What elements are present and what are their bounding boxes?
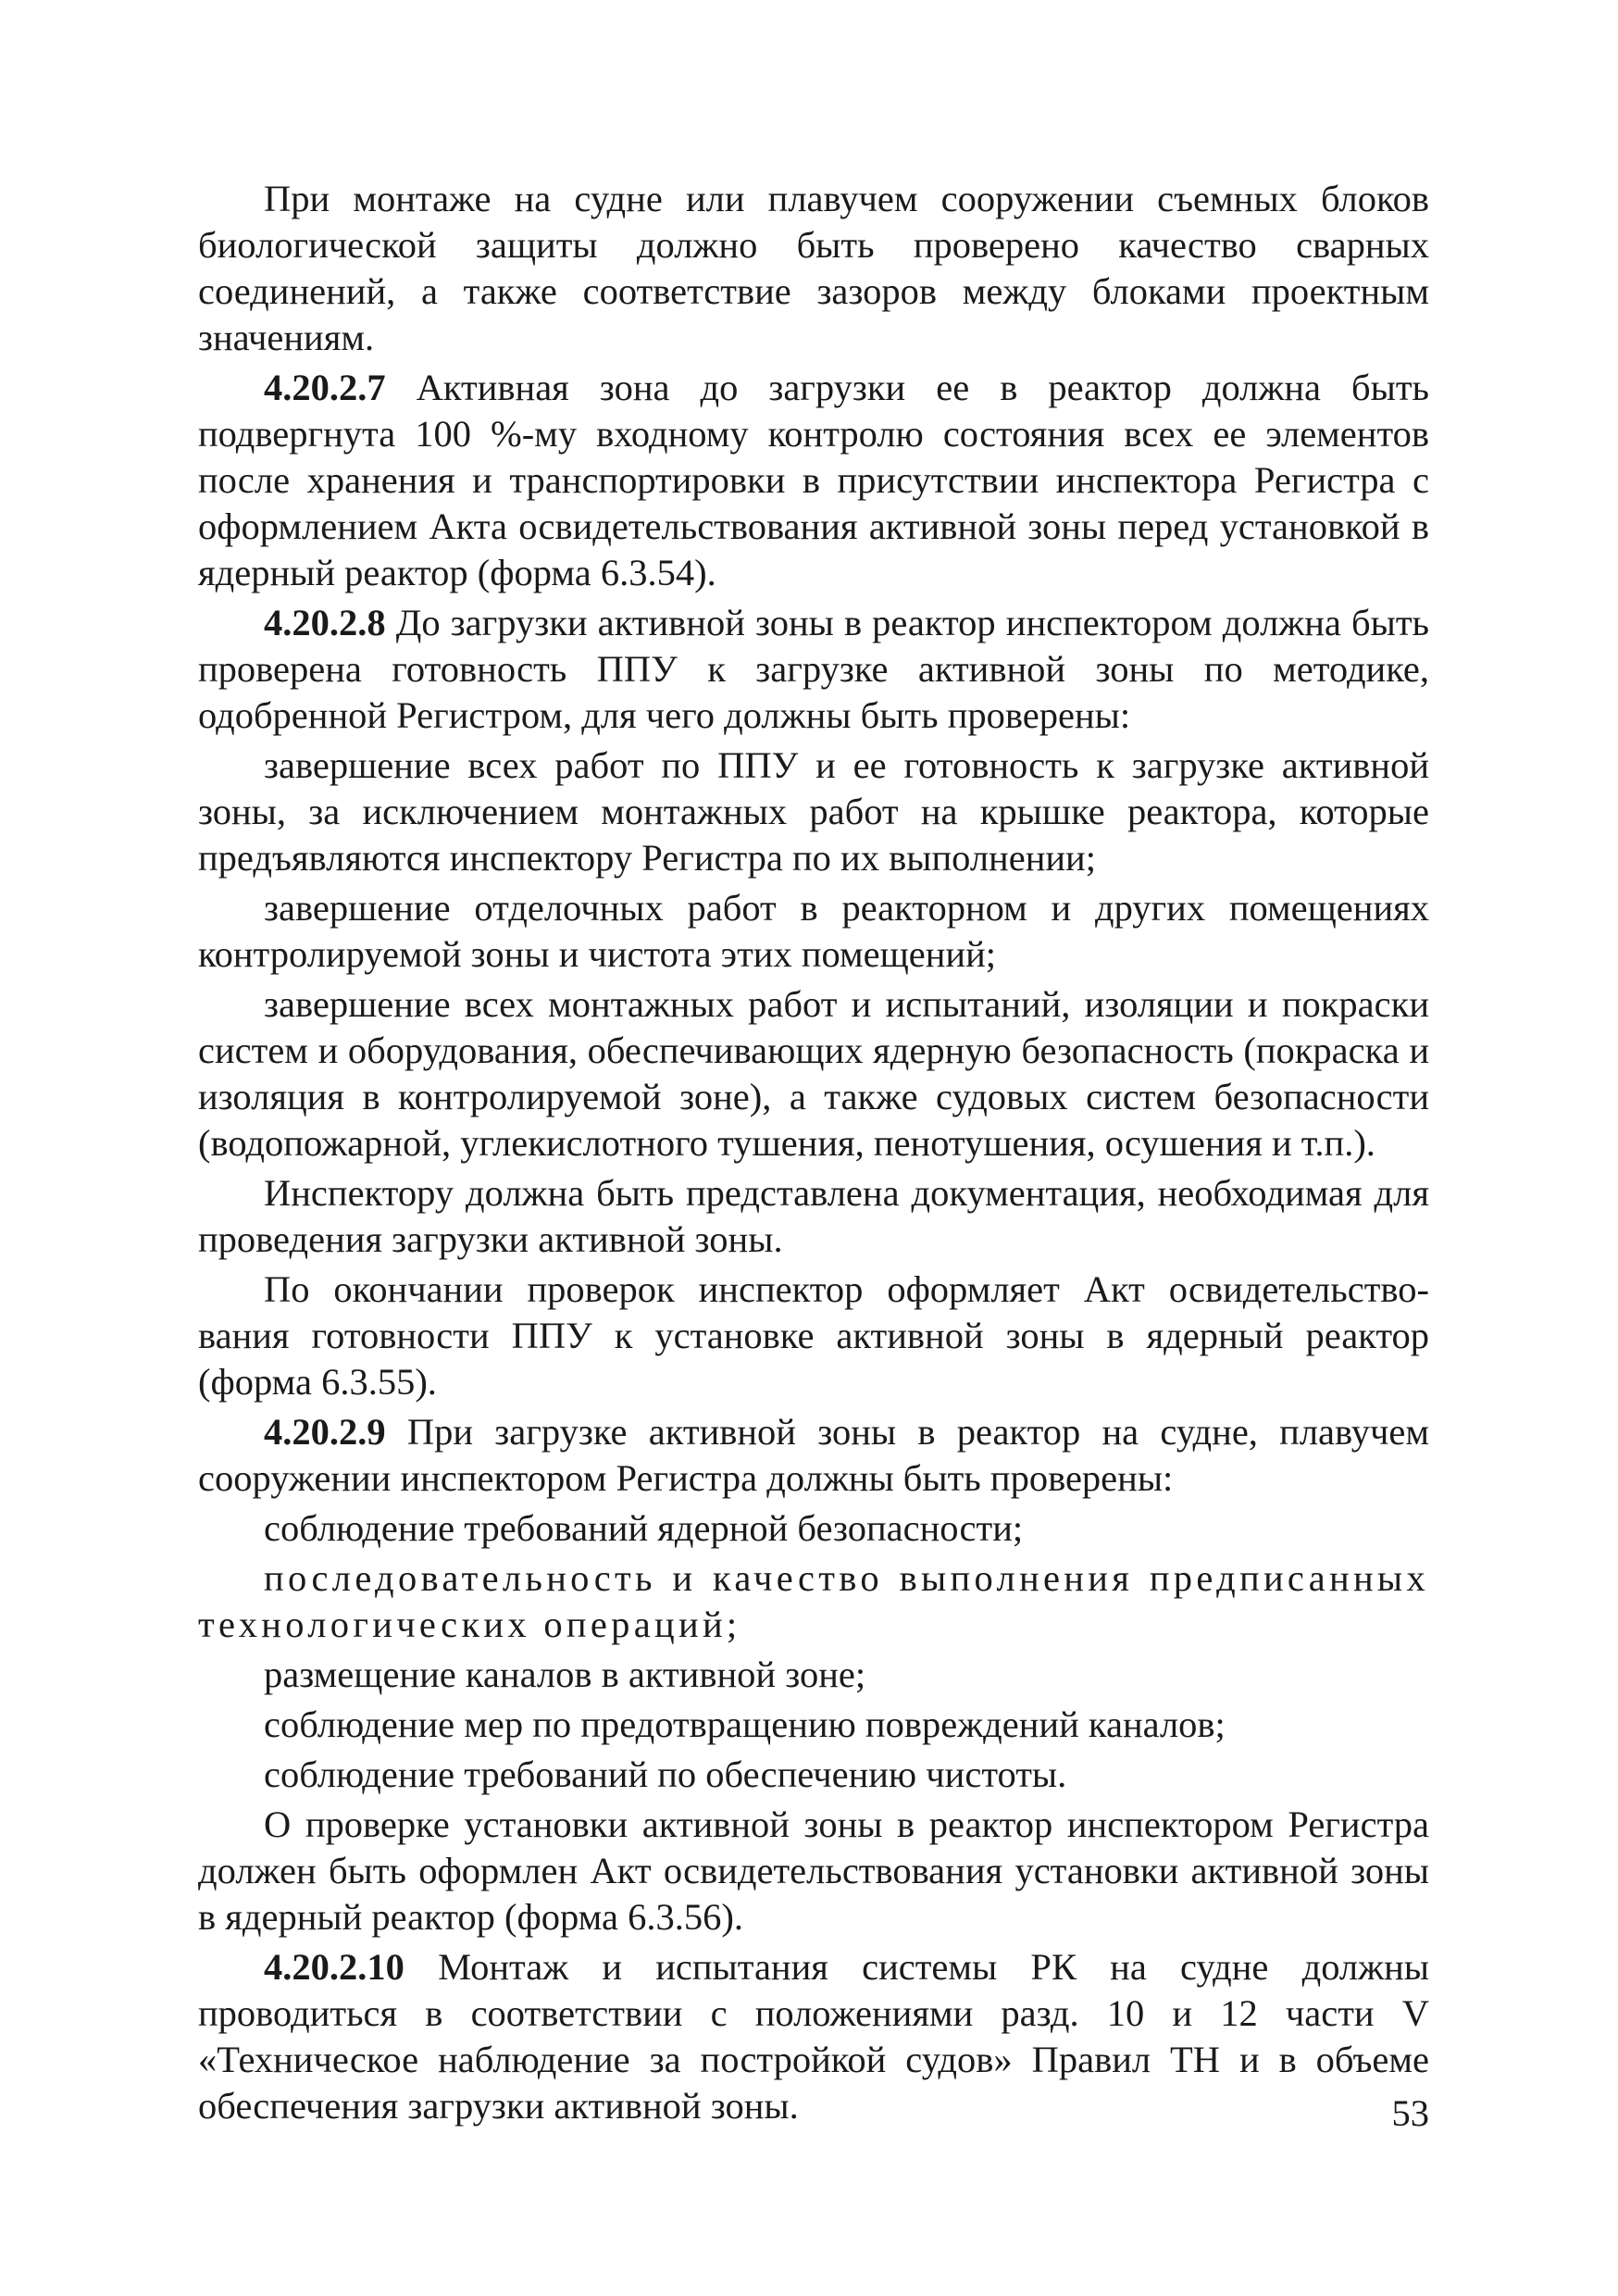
list-item <box>198 885 1429 978</box>
paragraph-text: завершение всех монтажных работ и испытаний, изоляции и покраски систем и оборудования, обеспечивающих ядерную безопасность (покраска и изоляция в контролируемой зоне), а также судовых систем безопасности (водопожарной, углекислотного тушения, пенотушения, осушения и т.п.). <box>198 983 1429 1164</box>
paragraph <box>198 1409 1429 1502</box>
paragraph <box>198 365 1429 596</box>
document-body <box>198 176 1429 2133</box>
list-item <box>198 1505 1429 1552</box>
list-item <box>198 1555 1429 1648</box>
clause-number: 4.20.2.9 <box>264 1411 386 1453</box>
paragraph-text: завершение отделочных работ в реакторном и других помещениях контролируемой зоны и чистота этих помещений; <box>198 887 1429 975</box>
list-item <box>198 1752 1429 1798</box>
paragraph <box>198 1802 1429 1940</box>
paragraph <box>198 1267 1429 1405</box>
paragraph-text: соблюдение требований ядерной безопасности; <box>264 1507 1024 1549</box>
paragraph-text: Монтаж и испытания системы РК на судне должны проводиться в соответствии с положениями разд. 10 и 12 части V «Техническое наблюдение за постройкой судов» Правил ТН и в объеме обеспечения загрузки активной зоны. <box>198 1946 1429 2127</box>
paragraph-text: соблюдение требований по обеспечению чистоты. <box>264 1753 1067 1795</box>
clause-number: 4.20.2.7 <box>264 367 386 408</box>
list-item <box>198 1702 1429 1748</box>
paragraph-text: При монтаже на судне или плавучем сооружении съемных блоков биологической защиты должно быть проверено качество сварных соединений, а также соответствие зазоров между блоками проектным значениям. <box>198 178 1429 358</box>
list-item <box>198 742 1429 881</box>
clause-number: 4.20.2.10 <box>264 1946 404 1988</box>
paragraph-text: О проверке установки активной зоны в реактор инспектором Регистра должен быть оформлен Акт освидетельствования установки активной зоны в ядерный реактор (форма 6.3.56). <box>198 1803 1429 1938</box>
paragraph <box>198 176 1429 361</box>
paragraph <box>198 600 1429 739</box>
paragraph <box>198 1944 1429 2129</box>
paragraph-text: По окончании проверок инспектор оформляет Акт освидетельство-вания готовности ППУ к установке активной зоны в ядерный реактор (форма 6.3.55). <box>198 1268 1429 1403</box>
paragraph-text: последовательность и качество выполнения предписанных технологических операций; <box>198 1557 1429 1645</box>
paragraph-text: Активная зона до загрузки ее в реактор должна быть подвергнута 100 %-му входному контролю состояния всех ее элементов после хранения и транспортировки в присутствии инспектора Регистра с оформлением Акта освидетельствования активной зоны перед установкой в ядерный реактор (форма 6.3.54). <box>198 367 1429 593</box>
paragraph-text: соблюдение мер по предотвращению повреждений каналов; <box>264 1703 1226 1745</box>
paragraph-text: размещение каналов в активной зоне; <box>264 1653 866 1695</box>
paragraph-text: При загрузке активной зоны в реактор на судне, плавучем сооружении инспектором Регистра должны быть проверены: <box>198 1411 1429 1499</box>
list-item <box>198 1652 1429 1698</box>
paragraph-text: завершение всех работ по ППУ и ее готовность к загрузке активной зоны, за исключением монтажных работ на крышке реактора, которые предъявляются инспектору Регистра по их выполнении; <box>198 744 1429 879</box>
paragraph <box>198 1170 1429 1263</box>
paragraph-text: До загрузки активной зоны в реактор инспектором должна быть проверена готовность ППУ к загрузке активной зоны по методике, одобренной Регистром, для чего должны быть проверены: <box>198 602 1429 736</box>
clause-number: 4.20.2.8 <box>264 602 386 643</box>
page-number: 53 <box>1391 2092 1429 2134</box>
paragraph-text: Инспектору должна быть представлена документация, необходимая для проведения загрузки активной зоны. <box>198 1172 1429 1260</box>
list-item <box>198 981 1429 1167</box>
